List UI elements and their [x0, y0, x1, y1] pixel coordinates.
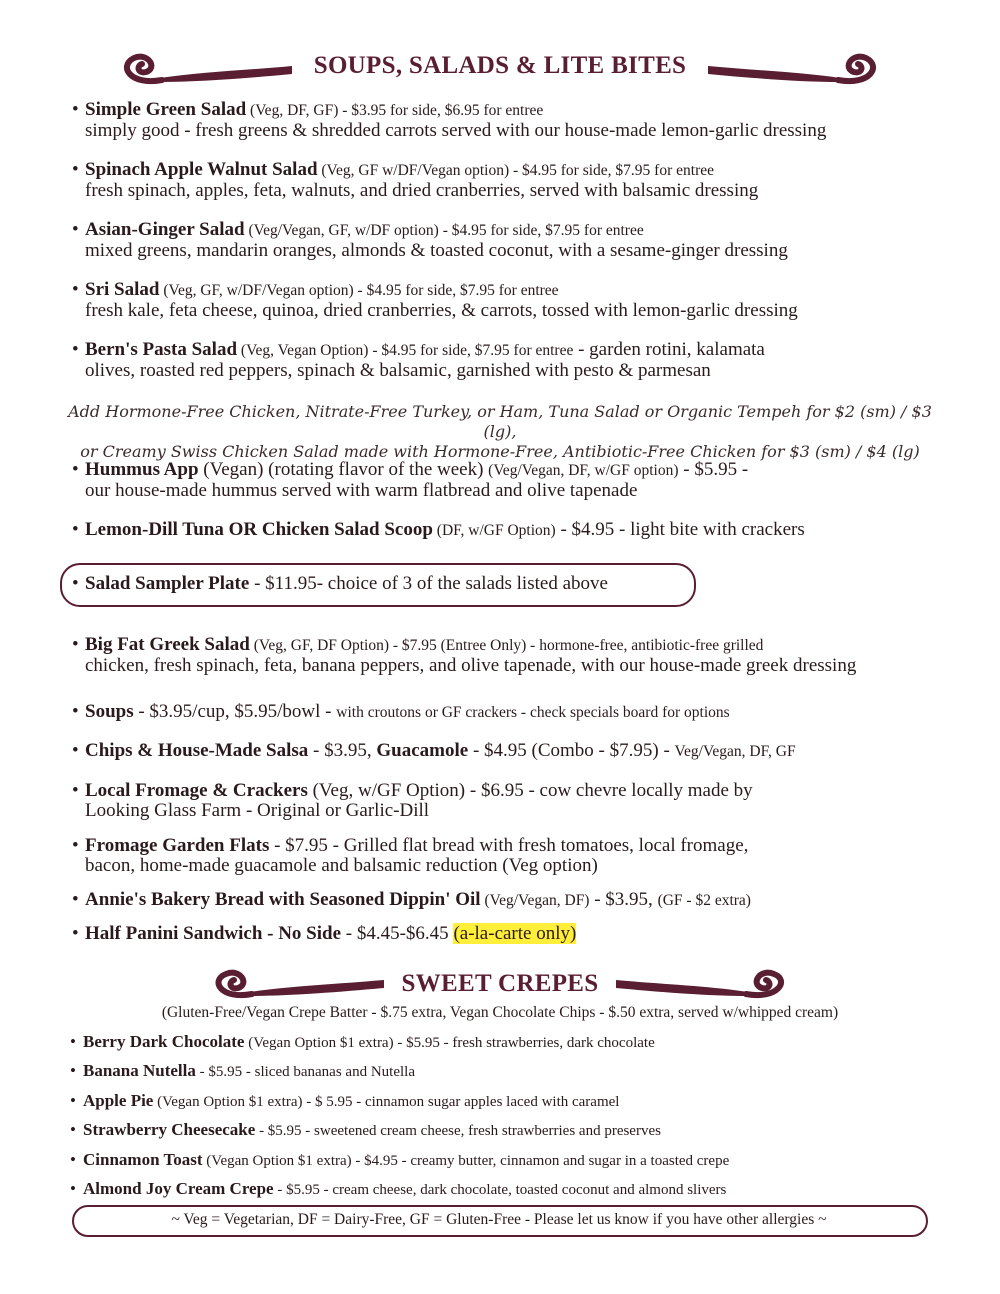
menu-item: • Lemon-Dill Tuna OR Chicken Salad Scoop (DF, w/GF Option) - $4.95 - light bite with crackers — [72, 519, 805, 540]
item-detail: - $3.95, — [308, 740, 377, 761]
item-name: Half Panini Sandwich - No Side — [85, 923, 342, 944]
crepe-detail: - $5.95 - cream cheese, dark chocolate, toasted coconut and almond slivers — [273, 1182, 727, 1198]
item-name: Lemon-Dill Tuna OR Chicken Salad Scoop — [85, 519, 433, 540]
item-detail: - garden rotini, kalamata — [573, 339, 765, 360]
crepe-name: Banana Nutella — [83, 1061, 196, 1080]
allergy-legend: ~ Veg = Vegetarian, DF = Dairy-Free, GF = Gluten-Free - Please let us know if you have other allergies ~ — [171, 1211, 827, 1228]
item-name: Bern's Pasta Salad — [85, 339, 238, 360]
section-banner-crepes — [0, 964, 1000, 1004]
menu-item: • Spinach Apple Walnut Salad (Veg, GF w/DF/Vegan option) - $4.95 for side, $7.95 for entree fresh spinach, apples, feta, walnuts, and dried cranberries, served with balsamic dressing — [72, 160, 952, 201]
item-tags: (Veg, GF, w/DF/Vegan option) - $4.95 for side, $7.95 for entree — [159, 282, 559, 299]
item-detail: (Veg, w/GF Option) - $6.95 - cow chevre locally made by — [307, 780, 753, 801]
menu-item: • Soups - $3.95/cup, $5.95/bowl - with croutons or GF crackers - check specials board for options — [72, 701, 730, 722]
crepe-item: • Almond Joy Cream Crepe - $5.95 - cream cheese, dark chocolate, toasted coconut and almond slivers — [70, 1179, 727, 1198]
item-tags: (GF - $2 extra) — [657, 892, 751, 909]
crepe-name: Cinnamon Toast — [83, 1150, 203, 1169]
menu-item: • Hummus App (Vegan) (rotating flavor of the week) (Veg/Vegan, DF, w/GF option) - $5.95 - our house-made hummus served with warm flatbread and olive tapenade — [72, 460, 952, 501]
item-tags: (Veg, GF w/DF/Vegan option) - $4.95 for side, $7.95 for entree — [317, 162, 714, 179]
menu-item: • Chips & House-Made Salsa - $3.95, Guacamole - $4.95 (Combo - $7.95) - Veg/Vegan, DF, GF — [72, 740, 796, 761]
menu-item: • Fromage Garden Flats - $7.95 - Grilled flat bread with fresh tomatoes, local fromage, bacon, home-made guacamole and balsamic reduction (Veg option) — [72, 836, 952, 876]
item-price: - $5.95 - — [678, 459, 749, 480]
item-detail: - $4.45-$6.45 — [341, 923, 454, 944]
menu-item: • Sri Salad (Veg, GF, w/DF/Vegan option) - $4.95 for side, $7.95 for entree fresh kale, feta cheese, quinoa, dried cranberries, & carrots, tossed with lemon-garlic dressing — [72, 280, 952, 321]
menu-item-featured: • Salad Sampler Plate - $11.95- choice of 3 of the salads listed above — [72, 573, 608, 594]
section-title-crepes: SWEET CREPES — [401, 970, 599, 997]
item-name: Salad Sampler Plate — [85, 573, 250, 594]
item-name: Local Fromage & Crackers — [85, 780, 308, 801]
item-name: Spinach Apple Walnut Salad — [85, 159, 318, 180]
crepe-detail: - $5.95 - sweetened cream cheese, fresh strawberries and preserves — [255, 1123, 661, 1139]
menu-item: • Big Fat Greek Salad (Veg, GF, DF Option) - $7.95 (Entree Only) - hormone-free, antibiotic-free grilled chicken, fresh spinach, feta, banana peppers, and olive tapenade, with our house-made greek dressing — [72, 635, 952, 676]
crepe-name: Berry Dark Chocolate — [83, 1032, 245, 1051]
crepe-name: Apple Pie — [83, 1091, 154, 1110]
item-name: Big Fat Greek Salad — [85, 634, 250, 655]
item-description: our house-made hummus served with warm flatbread and olive tapenade — [85, 480, 638, 501]
item-name-secondary: Guacamole — [376, 740, 469, 761]
item-description: fresh kale, feta cheese, quinoa, dried cranberries, & carrots, tossed with lemon-garlic dressing — [85, 300, 798, 321]
addon-note-line: or Creamy Swiss Chicken Salad made with Hormone-Free, Antibiotic-Free Chicken for $3 (sm) / $4 (lg) — [80, 442, 920, 461]
crepe-detail: (Vegan Option $1 extra) - $ 5.95 - cinnamon sugar apples laced with caramel — [153, 1094, 620, 1110]
section-banner-soups — [0, 46, 1000, 90]
crepe-detail: (Vegan Option $1 extra) - $5.95 - fresh strawberries, dark chocolate — [244, 1035, 655, 1051]
item-description: mixed greens, mandarin oranges, almonds & toasted coconut, with a sesame-ginger dressing — [85, 240, 788, 261]
crepe-note: (Gluten-Free/Vegan Crepe Batter - $.75 extra, Vegan Chocolate Chips - $.50 extra, served w/whipped cream) — [161, 1004, 839, 1021]
item-detail: - $3.95, — [589, 889, 658, 910]
addon-note — [60, 402, 940, 462]
crepe-item: • Apple Pie (Vegan Option $1 extra) - $ 5.95 - cinnamon sugar apples laced with caramel — [70, 1091, 620, 1110]
menu-item: • Half Panini Sandwich - No Side - $4.45-$6.45 (a-la-carte only) — [72, 923, 577, 944]
item-tags: (Veg, Vegan Option) - $4.95 for side, $7.95 for entree — [237, 342, 574, 359]
item-detail: - $4.95 (Combo - $7.95) - — [468, 740, 675, 761]
item-tags: (Veg/Vegan, DF) — [480, 892, 590, 909]
crepe-detail: (Vegan Option $1 extra) - $4.95 - creamy butter, cinnamon and sugar in a toasted crepe — [202, 1153, 730, 1169]
item-detail: - $7.95 - Grilled flat bread with fresh tomatoes, local fromage, — [269, 835, 749, 856]
menu-item: • Local Fromage & Crackers (Veg, w/GF Option) - $6.95 - cow chevre locally made by Looking Glass Farm - Original or Garlic-Dill — [72, 781, 952, 821]
item-description: chicken, fresh spinach, feta, banana peppers, and olive tapenade, with our house-made greek dressing — [85, 655, 857, 676]
item-name: Annie's Bakery Bread with Seasoned Dippin' Oil — [85, 889, 481, 910]
item-description: olives, roasted red peppers, spinach & balsamic, garnished with pesto & parmesan — [85, 360, 711, 381]
item-tags: (Veg, DF, GF) - $3.95 for side, $6.95 for entree — [246, 102, 544, 119]
item-name: Simple Green Salad — [85, 99, 247, 120]
highlight-note: (a-la-carte only) — [453, 923, 577, 944]
item-detail: - $4.95 - light bite with crackers — [555, 519, 805, 540]
menu-item: • Annie's Bakery Bread with Seasoned Dippin' Oil (Veg/Vegan, DF) - $3.95, (GF - $2 extra) — [72, 889, 751, 910]
item-detail: - $3.95/cup, $5.95/bowl - — [133, 701, 337, 722]
addon-note-line: Add Hormone-Free Chicken, Nitrate-Free Turkey, or Ham, Tuna Salad or Organic Tempeh for $2 (sm) / $3 (lg), — [68, 402, 932, 441]
menu-item: • Asian-Ginger Salad (Veg/Vegan, GF, w/DF option) - $4.95 for side, $7.95 for entree mixed greens, mandarin oranges, almonds & toasted coconut, with a sesame-ginger dressing — [72, 220, 952, 261]
item-name: Fromage Garden Flats — [85, 835, 270, 856]
crepe-detail: - $5.95 - sliced bananas and Nutella — [195, 1064, 415, 1080]
item-name: Hummus App — [85, 459, 199, 480]
item-description: Looking Glass Farm - Original or Garlic-Dill — [85, 800, 430, 821]
crepe-item: • Strawberry Cheesecake - $5.95 - sweetened cream cheese, fresh strawberries and preserves — [70, 1120, 661, 1139]
item-name: Chips & House-Made Salsa — [85, 740, 309, 761]
item-name: Soups — [85, 701, 134, 722]
menu-item: • Bern's Pasta Salad (Veg, Vegan Option) - $4.95 for side, $7.95 for entree - garden rotini, kalamata olives, roasted red peppers, spinach & balsamic, garnished with pesto & parmesan — [72, 340, 952, 381]
item-tags: (Veg/Vegan, DF, w/GF option) — [488, 462, 679, 479]
item-description: simply good - fresh greens & shredded carrots served with our house-made lemon-garlic dressing — [85, 120, 827, 141]
crepe-name: Strawberry Cheesecake — [83, 1120, 256, 1139]
item-tags: Veg/Vegan, DF, GF — [674, 743, 796, 760]
menu-item: • Simple Green Salad (Veg, DF, GF) - $3.95 for side, $6.95 for entree simply good - fresh greens & shredded carrots served with our house-made lemon-garlic dressing — [72, 100, 952, 141]
item-detail: - $11.95- choice of 3 of the salads listed above — [249, 573, 608, 594]
item-name: Asian-Ginger Salad — [85, 219, 245, 240]
item-tags: (Veg, GF, DF Option) - $7.95 (Entree Only) - hormone-free, antibiotic-free grilled — [249, 637, 764, 654]
item-description: fresh spinach, apples, feta, walnuts, and dried cranberries, served with balsamic dressing — [85, 180, 759, 201]
crepe-item: • Cinnamon Toast (Vegan Option $1 extra) - $4.95 - creamy butter, cinnamon and sugar in a toasted crepe — [70, 1150, 730, 1169]
crepe-name: Almond Joy Cream Crepe — [83, 1179, 274, 1198]
section-title-soups: SOUPS, SALADS & LITE BITES — [313, 52, 687, 79]
crepe-item: • Banana Nutella - $5.95 - sliced bananas and Nutella — [70, 1061, 415, 1080]
item-tags: (Veg/Vegan, GF, w/DF option) - $4.95 for side, $7.95 for entree — [244, 222, 644, 239]
item-name: Sri Salad — [85, 279, 160, 300]
item-description: bacon, home-made guacamole and balsamic reduction (Veg option) — [85, 855, 598, 876]
item-tags: with croutons or GF crackers - check specials board for options — [336, 704, 730, 721]
item-detail: (Vegan) (rotating flavor of the week) — [198, 459, 489, 480]
item-tags: (DF, w/GF Option) — [432, 522, 556, 539]
crepe-item: • Berry Dark Chocolate (Vegan Option $1 extra) - $5.95 - fresh strawberries, dark chocolate — [70, 1032, 655, 1051]
